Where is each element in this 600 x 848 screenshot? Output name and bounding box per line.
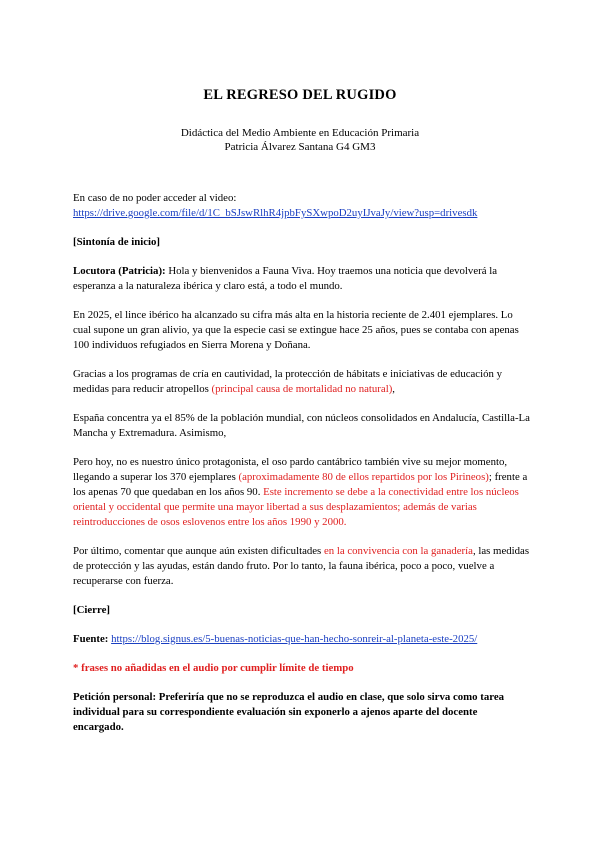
course-name: Didáctica del Medio Ambiente en Educación Primaria [180, 127, 420, 139]
personal-request [73, 690, 530, 735]
document-title: EL REGRESO DEL RUGIDO [203, 87, 397, 103]
source-link[interactable]: https://blog.signus.es/5-buenas-noticias-que-han-hecho-sonreir-al-planeta-este-2025/ [111, 633, 478, 645]
paragraph-programs [73, 367, 530, 397]
paragraph-conclusion [73, 544, 530, 589]
intro-tag-text: [Sintonía de inicio] [73, 236, 160, 248]
conclusion-text-1: Por último, comentar que aunque aún existen dificultades [73, 545, 324, 557]
programs-text: Gracias a los programas de cría en cautividad, la protección de hábitats e iniciativas de educación y medidas para reducir atropellos [73, 368, 502, 395]
conclusion-red-note: en la convivencia con la ganadería [323, 545, 473, 557]
video-link[interactable]: https://drive.google.com/file/d/1C_bSJswRlhR4jpbFySXwpoD2uyIJvaJy/view?usp=drivesdk [73, 207, 478, 219]
request-label: Petición personal: [73, 691, 157, 703]
oso-text-2: ; frente a los apenas 70 que quedaban en los años 90. [73, 471, 528, 498]
paragraph-lince: En 2025, el lince ibérico ha alcanzado su cifra más alta en la historia reciente de 2.401 ejemplares. Lo cual supone un gran alivio, ya que la especie casi se extingue hace 25 años, pues se contaba con apenas 100 individuos refugiados en Sierra Morena y Doñana. [73, 309, 519, 351]
conclusion-text-2: , las medidas de protección y las ayudas, están dando fruto. Por lo tanto, la fauna ibérica, poco a poco, vuelve a recuperarse con fuerza. [73, 545, 530, 587]
intro-tag [73, 235, 530, 250]
request-text: Preferiría que no se reproduzca el audio en clase, que solo sirva como tarea individual para su correspondiente evaluación sin exponerlo a ajenos aparte del docente encargado. [73, 691, 505, 733]
source-line [73, 632, 530, 647]
source-label: Fuente: [73, 633, 109, 645]
oso-red-note-2: Este incremento se debe a la conectividad entre los núcleos oriental y occidental que permite una mayor libertad a sus desplazamientos; además de varias reintroducciones de osos eslovenos entre los años 1990 y 2000. [73, 486, 519, 528]
document-body [73, 191, 530, 735]
paragraph-spain: España concentra ya el 85% de la población mundial, con núcleos consolidados en Andalucía, Castilla-La Mancha y Extremadura. Asimismo, [73, 412, 530, 439]
oso-red-note-1: (aproximadamente 80 de ellos repartidos por los Pirineos) [238, 471, 489, 483]
video-note [73, 191, 530, 221]
outro-tag [73, 603, 530, 618]
paragraph-oso [73, 455, 530, 530]
time-limit-note [73, 661, 530, 676]
time-limit-note-text: * frases no añadidas en el audio por cumplir límite de tiempo [73, 662, 354, 674]
video-note-text: En caso de no poder acceder al video: [73, 192, 237, 204]
programs-red-note: (principal causa de mortalidad no natural) [211, 383, 393, 395]
programs-end: , [392, 383, 395, 395]
paragraph-greeting [73, 264, 530, 294]
outro-tag-text: [Cierre] [73, 604, 110, 616]
greeting-text: Hola y bienvenidos a Fauna Viva. Hoy traemos una noticia que devolverá la esperanza a la naturaleza ibérica y claro está, a todo el mundo. [73, 265, 498, 292]
oso-text-1: Pero hoy, no es nuestro único protagonista, el oso pardo cantábrico también vive su mejor momento, llegando a superar los 370 ejemplares [73, 456, 508, 483]
document-subtitle [0, 126, 600, 154]
author-line: Patricia Álvarez Santana G4 GM3 [224, 141, 376, 153]
speaker-label: Locutora (Patricia): [73, 265, 166, 277]
